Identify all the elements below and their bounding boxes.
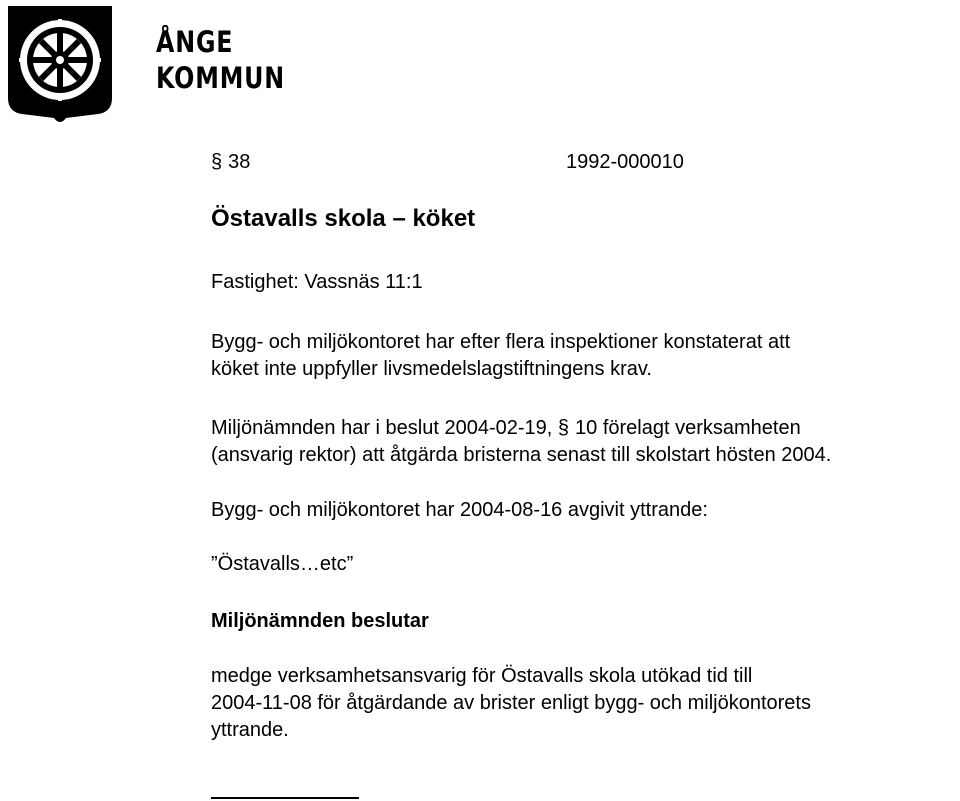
property-designation: Fastighet: Vassnäs 11:1 bbox=[211, 271, 423, 293]
paragraph-1-line-1: Bygg- och miljökontoret har efter flera inspektioner konstaterat att bbox=[211, 331, 791, 353]
decision-heading: Miljönämnden beslutar bbox=[211, 610, 429, 632]
paragraph-2-symbol: § bbox=[557, 417, 570, 439]
decision-line-2: 2004-11-08 för åtgärdande av brister enligt bygg- och miljökontorets bbox=[211, 692, 811, 714]
paragraph-2-line-2: (ansvarig rektor) att åtgärda bristerna senast till skolstart hösten 2004. bbox=[211, 444, 832, 466]
paragraph-2-line-1 bbox=[211, 416, 801, 440]
diary-number: 1992-000010 bbox=[566, 151, 684, 173]
quoted-statement: ”Östavalls…etc” bbox=[211, 553, 354, 575]
case-reference bbox=[211, 150, 684, 174]
logo-text-line1: ÅNGE bbox=[156, 25, 234, 59]
signature-divider bbox=[211, 797, 359, 799]
decision-line-1: medge verksamhetsansvarig för Östavalls skola utökad tid till bbox=[211, 665, 753, 687]
paragraph-symbol: § bbox=[211, 151, 223, 173]
paragraph-number: 38 bbox=[228, 151, 251, 173]
logo-text-line2: KOMMUN bbox=[156, 61, 286, 95]
paragraph-2-text-b: 10 förelagt verksamheten bbox=[575, 417, 801, 439]
page-title: Östavalls skola – köket bbox=[211, 205, 476, 232]
paragraph-2-text-a: Miljönämnden har i beslut 2004-02-19, bbox=[211, 417, 553, 439]
paragraph-3: Bygg- och miljökontoret har 2004-08-16 avgivit yttrande: bbox=[211, 499, 708, 521]
decision-line-3: yttrande. bbox=[211, 719, 289, 741]
wheel-emblem-icon bbox=[4, 2, 116, 126]
municipality-logo bbox=[4, 2, 286, 126]
paragraph-1-line-2: köket inte uppfyller livsmedelslagstiftningens krav. bbox=[211, 358, 652, 380]
